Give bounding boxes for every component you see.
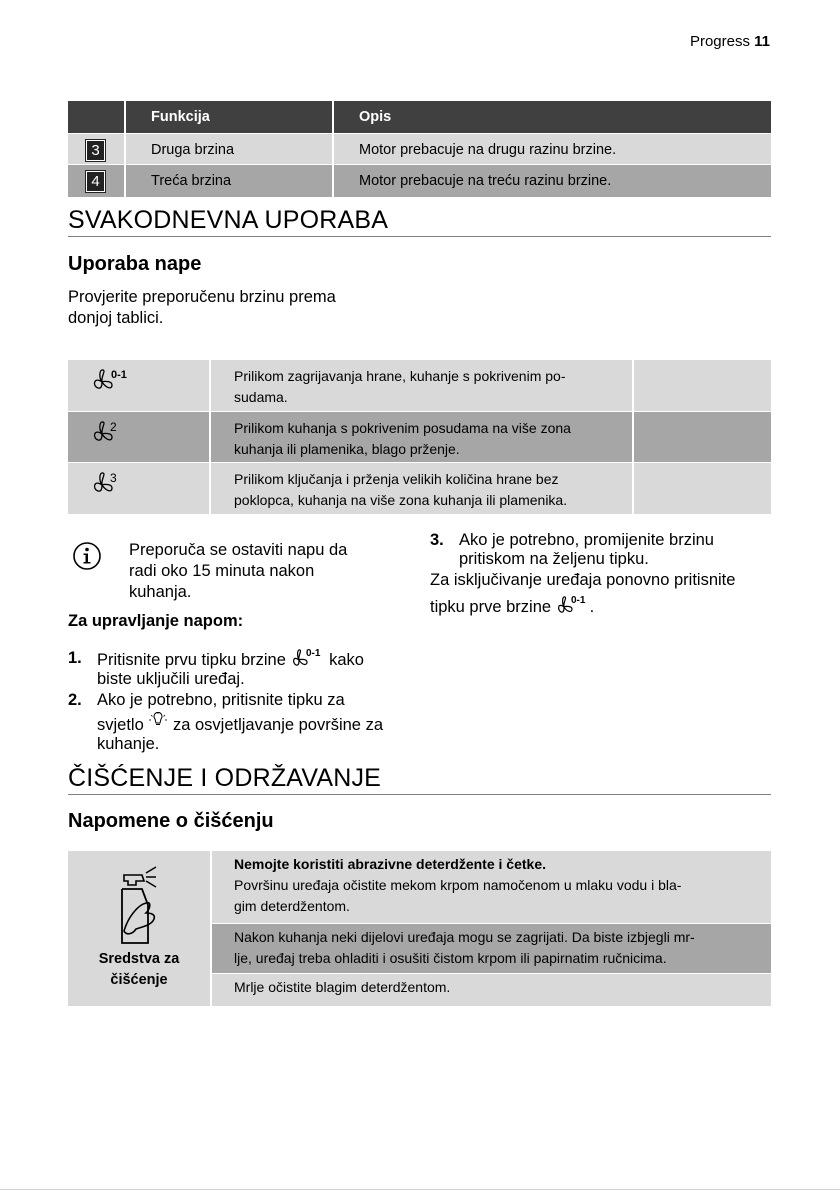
info-note: Preporuča se ostaviti napu da radi oko 15 minuta nakon kuhanja. [129, 541, 348, 601]
step-3: 3. Ako je potrebno, promijenite brzinu pritiskom na željenu tipku. [430, 531, 714, 568]
section-title: SVAKODNEVNA UPORABA [68, 206, 389, 234]
fan-speed-icon [291, 648, 325, 668]
speed-desc-line: kuhanja ili plamenika, blago prženje. [234, 441, 460, 457]
cleaning-row: Nakon kuhanja neki dijelovi uređaja mogu se zagrijati. Da biste izbjegli mr- lje, uređaj treba ohladiti i osušiti čistom krpom ili papirnatim ručnicima. [212, 924, 771, 973]
speed-desc-line: poklopca, kuhanja na više zona kuhanja ili plamenika. [234, 492, 568, 508]
page-edge [0, 1189, 840, 1190]
speed-row [68, 462, 771, 514]
speed-label: 2 [110, 420, 117, 434]
brand-name: Progress [689, 33, 750, 50]
speed-label: 0-1 [111, 369, 127, 381]
step-1: 1. Pritisnite prvu tipku brzine 0-1 kako biste uključili uređaj. [68, 648, 364, 688]
subsection-title: Uporaba nape [68, 253, 202, 275]
cleaning-label: Sredstva za čišćenje [98, 951, 180, 988]
speed-desc-line: Prilikom kuhanja s pokrivenim posudama na više zona [234, 420, 571, 436]
svg-text:0-1: 0-1 [570, 595, 586, 606]
speed-label: 3 [110, 471, 117, 485]
speed-desc-line: sudama. [234, 389, 288, 405]
svg-text:0-1: 0-1 [305, 648, 320, 659]
fan-speed-icon [90, 471, 130, 497]
cleaning-table [68, 851, 771, 1006]
col-header-description: Opis [332, 101, 771, 133]
section-title: ČIŠĆENJE I ODRŽAVANJE [68, 764, 382, 792]
switch-off-text: Za isključivanje uređaja ponovno pritisnite [430, 571, 736, 589]
button-number-icon: 3 [86, 140, 105, 161]
step-2: 2. Ako je potrebno, pritisnite tipku za svjetlo za osvjetljavanje površine za kuhanje. [68, 691, 383, 753]
speed-row [68, 411, 771, 463]
info-icon [72, 541, 102, 571]
description-cell: Motor prebacuje na treću razinu brzine. [332, 165, 771, 197]
cleaning-row: Mrlje očistite blagim deterdžentom. [212, 974, 771, 1006]
subsection-title: Napomene o čišćenju [68, 810, 274, 832]
fan-speed-icon [90, 420, 130, 446]
fan-speed-icon [90, 368, 130, 394]
fan-speed-icon [556, 595, 590, 615]
table-row [68, 133, 771, 166]
speed-desc-line: Prilikom zagrijavanja hrane, kuhanje s pokrivenim po- [234, 368, 566, 384]
switch-off-text-2: tipku prve brzine 0-1 . [430, 595, 595, 616]
page-header [690, 33, 770, 50]
function-cell: Druga brzina [124, 134, 332, 166]
table-row [68, 164, 771, 197]
light-bulb-icon [148, 712, 168, 732]
function-cell: Treća brzina [124, 165, 332, 197]
intro-text: Provjerite preporučenu brzinu prema donjoj tablici. [68, 288, 336, 327]
section-divider [68, 236, 771, 237]
button-number-icon: 4 [86, 171, 105, 192]
speed-desc-line: Prilikom ključanja i prženja velikih količina hrane bez [234, 471, 559, 487]
cleaning-row: Nemojte koristiti abrazivne deterdžente i četke. Površinu uređaja očistite mekom krpom namočenom u mlaku vodu i bla- gim deterdžentom. [212, 851, 771, 923]
speed-row [68, 360, 771, 411]
cleaning-spray-icon [116, 865, 164, 947]
description-cell: Motor prebacuje na drugu razinu brzine. [332, 134, 771, 166]
col-header-function: Funkcija [124, 101, 332, 133]
section-divider [68, 794, 771, 795]
page-number: 11 [754, 33, 770, 50]
function-table-header [68, 101, 771, 133]
control-heading: Za upravljanje napom: [68, 612, 244, 630]
